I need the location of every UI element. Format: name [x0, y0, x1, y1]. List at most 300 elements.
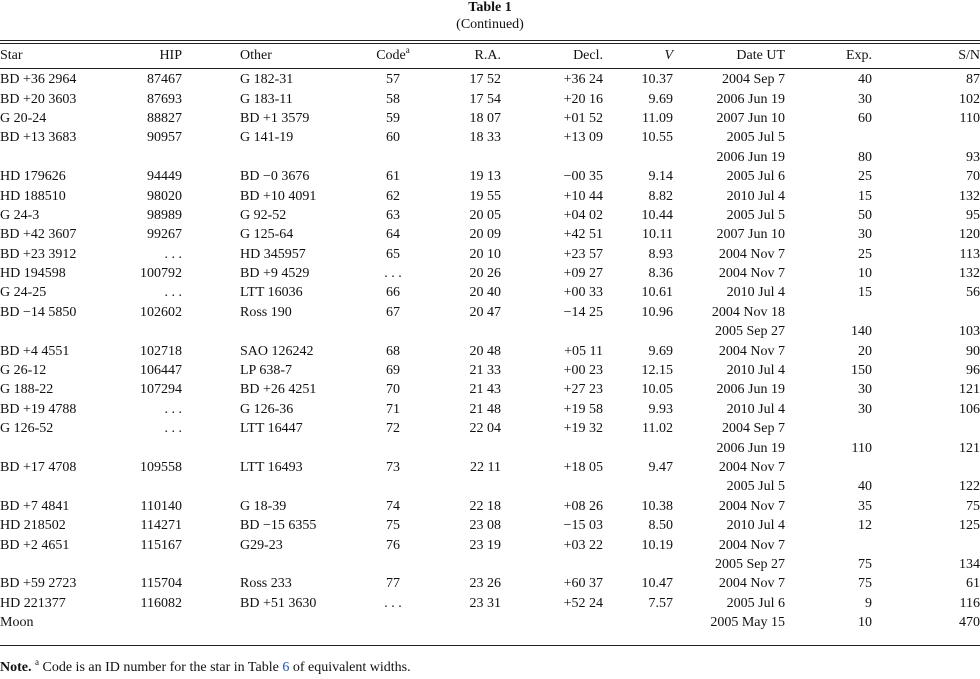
cell-exp: [785, 128, 872, 147]
cell-other: LTT 16447: [240, 421, 303, 437]
cell-v: [603, 148, 673, 167]
cell-v: 10.19: [641, 537, 673, 553]
cell-exp: 20: [858, 343, 872, 359]
cell-date: 2006 Jun 19: [716, 382, 785, 398]
cell-hip: . . .: [164, 285, 182, 301]
cell-date: 2004 Nov 7: [718, 498, 785, 514]
table-row: [0, 225, 980, 244]
cell-v: 8.82: [648, 188, 673, 204]
cell-decl: +04 02: [563, 207, 603, 223]
cell-other: G 141-19: [240, 130, 294, 146]
table-row: [0, 167, 980, 186]
cell-sn: [872, 458, 980, 477]
cell-sn: 95: [966, 207, 980, 223]
cell-ra: 20 47: [469, 304, 501, 320]
cell-date: 2004 Nov 7: [718, 576, 785, 592]
table-row: [0, 303, 980, 322]
cell-star: [0, 555, 132, 574]
cell-sn: [872, 535, 980, 554]
cell-v: 11.02: [642, 421, 673, 437]
table-row: [0, 206, 980, 225]
cell-star: BD +59 2723: [0, 576, 77, 592]
cell-v: 10.47: [641, 576, 673, 592]
cell-ra: 20 40: [469, 285, 501, 301]
col-exp: Exp.: [845, 48, 872, 63]
cell-code: 58: [386, 91, 400, 107]
cell-hip: [132, 438, 182, 457]
cell-code: 67: [386, 304, 400, 320]
cell-code: 63: [386, 207, 400, 223]
cell-exp: 150: [851, 363, 872, 379]
cell-other: [240, 613, 358, 632]
cell-exp: 30: [858, 401, 872, 417]
cell-ra: 18 07: [469, 110, 501, 126]
cell-star: HD 218502: [0, 518, 66, 534]
cell-sn: [872, 303, 980, 322]
cell-ra: 18 33: [469, 130, 501, 146]
cell-other: [240, 477, 358, 496]
cell-v: 10.37: [641, 72, 673, 88]
cell-decl: [501, 322, 603, 341]
cell-code: 76: [386, 537, 400, 553]
cell-code: 61: [386, 169, 400, 185]
cell-exp: 10: [858, 615, 872, 631]
cell-hip: 115167: [140, 537, 182, 553]
cell-star: G 24-3: [0, 207, 40, 223]
cell-date: 2004 Nov 18: [711, 304, 785, 320]
cell-date: 2004 Nov 7: [718, 266, 785, 282]
col-sn: S/N: [958, 48, 980, 63]
cell-v: 10.11: [642, 227, 673, 243]
cell-decl: +27 23: [563, 382, 603, 398]
cell-v: 8.36: [648, 266, 673, 282]
note-text-end: of equivalent widths.: [289, 660, 411, 675]
cell-sn: 70: [966, 169, 980, 185]
cell-spacer: [182, 167, 240, 186]
table-row: [0, 613, 980, 632]
cell-exp: [785, 458, 872, 477]
col-v: V: [664, 48, 673, 63]
cell-date: 2007 Jun 10: [716, 227, 785, 243]
cell-hip: . . .: [164, 246, 182, 262]
cell-ra: 20 05: [469, 207, 501, 223]
cell-code: 65: [386, 246, 400, 262]
cell-v: 8.50: [648, 518, 673, 534]
cell-hip: 99267: [147, 227, 182, 243]
cell-v: 11.09: [642, 110, 673, 126]
cell-spacer: [182, 128, 240, 147]
cell-ra: 19 55: [469, 188, 501, 204]
cell-spacer: [182, 438, 240, 457]
note-label: Note.: [0, 660, 32, 675]
table-title: Table 1: [468, 0, 512, 15]
cell-decl: +01 52: [563, 110, 603, 126]
cell-exp: 30: [858, 382, 872, 398]
cell-spacer: [182, 361, 240, 380]
cell-ra: 22 18: [469, 498, 501, 514]
cell-date: 2006 Jun 19: [716, 91, 785, 107]
cell-v: [603, 477, 673, 496]
cell-code: 66: [386, 285, 400, 301]
cell-ra: [428, 613, 501, 632]
cell-hip: 88827: [147, 110, 182, 126]
cell-spacer: [182, 264, 240, 283]
cell-exp: 30: [858, 91, 872, 107]
table-row: [0, 516, 980, 535]
cell-sn: 110: [959, 110, 980, 126]
cell-star: G 20-24: [0, 110, 47, 126]
col-other: Other: [240, 48, 272, 63]
cell-date: 2005 May 15: [710, 615, 785, 631]
cell-ra: 23 31: [469, 595, 501, 611]
cell-sn: 87: [966, 72, 980, 88]
cell-code: 69: [386, 363, 400, 379]
cell-other: [240, 322, 358, 341]
cell-decl: +60 37: [563, 576, 603, 592]
cell-decl: +36 24: [563, 72, 603, 88]
cell-v: 9.69: [648, 343, 673, 359]
cell-star: BD +20 3603: [0, 91, 77, 107]
cell-exp: [785, 419, 872, 438]
cell-date: 2004 Sep 7: [722, 421, 785, 437]
table-row: [0, 574, 980, 593]
table-row: [0, 186, 980, 205]
cell-spacer: [182, 186, 240, 205]
cell-other: LTT 16036: [240, 285, 303, 301]
cell-hip: 87693: [147, 91, 182, 107]
cell-hip: 102718: [140, 343, 182, 359]
table-row: [0, 497, 980, 516]
table-row: [0, 245, 980, 264]
cell-spacer: [182, 574, 240, 593]
cell-sn: 470: [959, 615, 980, 631]
cell-v: 8.93: [648, 246, 673, 262]
cell-decl: +19 58: [563, 401, 603, 417]
cell-star: BD −14 5850: [0, 304, 77, 320]
cell-code: 68: [386, 343, 400, 359]
cell-decl: +00 23: [563, 363, 603, 379]
cell-date: 2005 Jul 5: [726, 479, 785, 495]
cell-spacer: [182, 613, 240, 632]
cell-sn: 93: [966, 149, 980, 165]
cell-code: 75: [386, 518, 400, 534]
cell-other: Ross 190: [240, 304, 292, 320]
cell-hip: 114271: [140, 518, 182, 534]
cell-star: BD +23 3912: [0, 246, 77, 262]
cell-v: 12.15: [641, 363, 673, 379]
table-row: [0, 458, 980, 477]
cell-hip: . . .: [164, 421, 182, 437]
cell-code: 57: [386, 72, 400, 88]
cell-decl: [501, 555, 603, 574]
cell-exp: [785, 303, 872, 322]
cell-exp: 35: [858, 498, 872, 514]
cell-hip: 98989: [147, 207, 182, 223]
cell-sn: 122: [959, 479, 980, 495]
cell-ra: 19 13: [469, 169, 501, 185]
cell-date: 2010 Jul 4: [726, 518, 785, 534]
cell-ra: 20 09: [469, 227, 501, 243]
cell-hip: 110140: [140, 498, 182, 514]
cell-spacer: [182, 148, 240, 167]
cell-decl: +20 16: [563, 91, 603, 107]
cell-date: 2010 Jul 4: [726, 363, 785, 379]
cell-other: BD +26 4251: [240, 382, 317, 398]
cell-sn: 113: [959, 246, 980, 262]
cell-date: 2004 Nov 7: [718, 343, 785, 359]
cell-star: HD 179626: [0, 169, 66, 185]
cell-code: 72: [386, 421, 400, 437]
cell-date: 2010 Jul 4: [726, 188, 785, 204]
cell-hip: 94449: [147, 169, 182, 185]
cell-code: 71: [386, 401, 400, 417]
cell-spacer: [182, 89, 240, 108]
cell-hip: 109558: [140, 460, 182, 475]
cell-date: 2004 Nov 7: [718, 460, 785, 475]
cell-code: [358, 477, 428, 496]
cell-star: Moon: [0, 615, 34, 631]
cell-sn: 102: [959, 91, 980, 107]
cell-date: 2005 Jul 6: [726, 169, 785, 185]
cell-decl: −14 25: [563, 304, 603, 320]
cell-spacer: [182, 458, 240, 477]
cell-star: G 24-25: [0, 285, 47, 301]
cell-v: [603, 322, 673, 341]
col-hip: HIP: [159, 48, 182, 63]
cell-hip: 107294: [140, 382, 182, 398]
cell-other: G 18-39: [240, 498, 287, 514]
cell-spacer: [182, 283, 240, 302]
table-note: [0, 657, 411, 676]
cell-code: 60: [386, 130, 400, 146]
cell-sn: 61: [966, 576, 980, 592]
cell-code: 62: [386, 188, 400, 204]
cell-spacer: [182, 303, 240, 322]
cell-hip: 116082: [140, 595, 182, 611]
table-row: [0, 89, 980, 108]
cell-other: G 125-64: [240, 227, 294, 243]
cell-ra: 23 08: [469, 518, 501, 534]
cell-hip: [132, 477, 182, 496]
col-star: Star: [0, 48, 23, 63]
cell-other: Ross 233: [240, 576, 292, 592]
table-row: [0, 535, 980, 554]
header-row: [0, 44, 980, 68]
cell-sn: [872, 128, 980, 147]
cell-sn: 121: [959, 382, 980, 398]
cell-star: BD +19 4788: [0, 401, 77, 417]
cell-other: [240, 438, 358, 457]
cell-decl: −15 03: [563, 518, 603, 534]
cell-v: [603, 438, 673, 457]
cell-ra: 23 19: [469, 537, 501, 553]
cell-star: BD +17 4708: [0, 460, 77, 475]
table-row: [0, 438, 980, 457]
cell-exp: [785, 535, 872, 554]
cell-other: SAO 126242: [240, 343, 314, 359]
cell-exp: 60: [858, 110, 872, 126]
col-ra: R.A.: [474, 48, 501, 63]
cell-decl: +23 57: [563, 246, 603, 262]
cell-decl: [501, 613, 603, 632]
cell-decl: −00 35: [563, 169, 603, 185]
cell-v: 10.55: [641, 130, 673, 146]
cell-star: BD +42 3607: [0, 227, 77, 243]
cell-ra: [428, 148, 501, 167]
cell-spacer: [182, 477, 240, 496]
cell-v: 9.47: [648, 460, 673, 475]
cell-ra: 21 43: [469, 382, 501, 398]
cell-decl: +10 44: [563, 188, 603, 204]
cell-decl: [501, 477, 603, 496]
cell-exp: 110: [851, 440, 872, 456]
cell-ra: 17 52: [469, 72, 501, 88]
cell-sn: 103: [959, 324, 980, 340]
cell-ra: 20 26: [469, 266, 501, 282]
cell-decl: +13 09: [563, 130, 603, 146]
cell-exp: 25: [858, 246, 872, 262]
cell-other: G29-23: [240, 537, 283, 553]
cell-spacer: [182, 419, 240, 438]
cell-code: 73: [386, 460, 400, 475]
cell-date: 2004 Nov 7: [718, 246, 785, 262]
cell-sn: 116: [959, 595, 980, 611]
cell-star: G 188-22: [0, 382, 54, 398]
cell-sn: 106: [959, 401, 980, 417]
table-row: [0, 148, 980, 167]
cell-sn: 56: [966, 285, 980, 301]
cell-ra: [428, 555, 501, 574]
cell-date: 2006 Jun 19: [716, 149, 785, 165]
cell-sn: 90: [966, 343, 980, 359]
cell-code: [358, 555, 428, 574]
table-row: [0, 264, 980, 283]
cell-spacer: [182, 68, 240, 89]
cell-star: G 26-12: [0, 363, 47, 379]
cell-sn: 132: [959, 188, 980, 204]
cell-exp: 75: [858, 556, 872, 572]
table-ref-link[interactable]: 6: [282, 660, 290, 675]
cell-spacer: [182, 400, 240, 419]
cell-ra: 20 48: [469, 343, 501, 359]
cell-v: 10.38: [641, 498, 673, 514]
table-row: [0, 380, 980, 399]
cell-sn: 134: [959, 556, 980, 572]
note-text: Code is an ID number for the star in Table: [39, 660, 283, 675]
cell-star: BD +2 4651: [0, 537, 70, 553]
cell-decl: +05 11: [564, 343, 603, 359]
cell-spacer: [182, 225, 240, 244]
cell-sn: 96: [966, 363, 980, 379]
cell-v: 7.57: [648, 595, 673, 611]
cell-exp: 15: [858, 285, 872, 301]
cell-hip: [132, 613, 182, 632]
cell-spacer: [182, 109, 240, 128]
cell-code: [358, 148, 428, 167]
cell-v: [603, 555, 673, 574]
cell-hip: 87467: [147, 72, 182, 88]
cell-code: [358, 613, 428, 632]
cell-spacer: [182, 497, 240, 516]
data-table: [0, 44, 980, 632]
cell-code: [358, 438, 428, 457]
cell-decl: [501, 438, 603, 457]
cell-code: . . .: [384, 595, 402, 611]
cell-ra: 20 10: [469, 246, 501, 262]
table-row: [0, 594, 980, 613]
cell-other: BD +51 3630: [240, 595, 317, 611]
cell-sn: [872, 419, 980, 438]
cell-date: 2005 Jul 6: [726, 595, 785, 611]
cell-exp: 75: [858, 576, 872, 592]
cell-star: BD +36 2964: [0, 72, 77, 88]
cell-exp: 40: [858, 479, 872, 495]
cell-other: G 182-31: [240, 72, 294, 88]
cell-code: 64: [386, 227, 400, 243]
cell-code: . . .: [384, 266, 402, 282]
cell-date: 2010 Jul 4: [726, 285, 785, 301]
cell-v: 10.05: [641, 382, 673, 398]
note-sup: a: [35, 657, 39, 667]
cell-exp: 9: [865, 595, 872, 611]
cell-star: HD 188510: [0, 188, 66, 204]
cell-exp: 140: [851, 324, 872, 340]
cell-spacer: [182, 594, 240, 613]
cell-hip: 90957: [147, 130, 182, 146]
cell-v: 10.96: [641, 304, 673, 320]
cell-date: 2004 Sep 7: [722, 72, 785, 88]
cell-star: HD 221377: [0, 595, 66, 611]
top-rule: [0, 40, 980, 41]
cell-spacer: [182, 322, 240, 341]
cell-star: BD +13 3683: [0, 130, 77, 146]
bottom-rule: [0, 645, 980, 646]
cell-ra: 21 33: [469, 363, 501, 379]
cell-star: [0, 438, 132, 457]
cell-spacer: [182, 535, 240, 554]
cell-decl: +42 51: [563, 227, 603, 243]
cell-other: BD −0 3676: [240, 169, 310, 185]
cell-ra: 21 48: [469, 401, 501, 417]
cell-other: LTT 16493: [240, 460, 303, 475]
table-row: [0, 128, 980, 147]
cell-date: 2006 Jun 19: [716, 440, 785, 456]
cell-ra: 17 54: [469, 91, 501, 107]
cell-other: BD +9 4529: [240, 266, 310, 282]
cell-ra: [428, 477, 501, 496]
table-body: [0, 68, 980, 632]
cell-decl: +19 32: [563, 421, 603, 437]
cell-hip: . . .: [164, 401, 182, 417]
cell-exp: 40: [858, 72, 872, 88]
cell-ra: 22 11: [470, 460, 501, 475]
cell-decl: +18 05: [563, 460, 603, 475]
cell-decl: [501, 148, 603, 167]
cell-date: 2004 Nov 7: [718, 537, 785, 553]
cell-exp: 30: [858, 227, 872, 243]
col-decl: Decl.: [573, 48, 603, 63]
cell-code: 59: [386, 110, 400, 126]
cell-ra: 22 04: [469, 421, 501, 437]
cell-v: 9.14: [648, 169, 673, 185]
cell-exp: 80: [858, 149, 872, 165]
cell-spacer: [182, 516, 240, 535]
table-row: [0, 477, 980, 496]
cell-exp: 10: [858, 266, 872, 282]
cell-v: 10.44: [641, 207, 673, 223]
cell-sn: 75: [966, 498, 980, 514]
cell-other: BD −15 6355: [240, 518, 317, 534]
